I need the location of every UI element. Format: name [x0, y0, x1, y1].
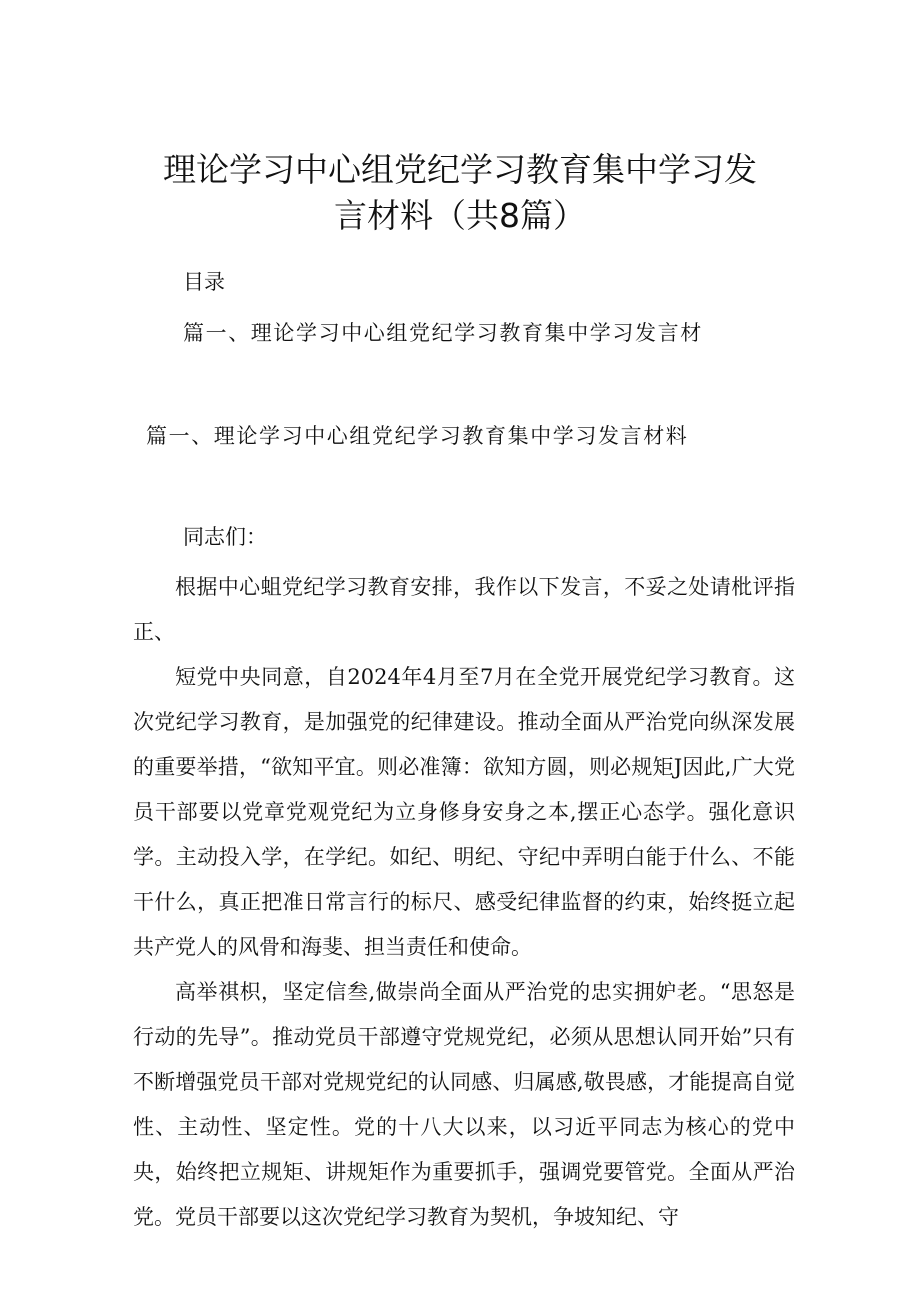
toc-label: 目录 [183, 270, 225, 294]
toc-item-1: 篇一、理论学习中心组党纪学习教育集中学习发言材 [183, 321, 703, 345]
document-title-line-2: 言材料（共8篇） [334, 196, 586, 235]
section-heading: 篇一、理论学习中心组党纪学习教育集中学习发言材料 [146, 424, 689, 448]
body-paragraph-3: 高举祺枳，坚定信叁,做崇尚全面从严治党的忠实拥妒老。“思怒是行动的先导”。推动党员干部遵守党规党纪，必须从思想认同开始”只有不断增强党员干部对党规党纪的认同感、归属感,敬畏感，才能提高自觉性、主动性、坚定性。党的十八大以来，以习近平同志为核心的党中央，始终把立规矩、讲规矩作为重要抓手，强调党要管党。全面从严治党。党员干部要以这次党纪学习教育为契机，争坡知纪、守 [133, 980, 795, 1229]
body-paragraph-2: 短党中央同意，自2024年4月至7月在全党开展党纪学习教育。这次党纪学习教育，是加强党的纪律建设。推动全面从严治党向纵深发展的重要举措，“欲知平宜。则必准簿：欲知方圆，则必规矩J因此,广大党员干部要以党章党观党纪为立身修身安身之本,摆正心态学。强化意识学。主动投入学，在学纪。如纪、明纪、守纪中弄明白能于什么、不能干什么，真正把准日常言行的标尺、感受纪律监督的约束，始终挺立起共产党人的风骨和海斐、担当责任和使命。 [133, 665, 795, 959]
salutation: 同志们： [183, 525, 267, 549]
document-title-line-1: 理论学习中心组党纪学习教育集中学习发 [163, 150, 757, 189]
body-text [133, 565, 795, 1240]
body-paragraph-1: 根据中心蛆党纪学习教育安排，我作以下发言，不妥之处请枇评指正、 [133, 575, 795, 644]
